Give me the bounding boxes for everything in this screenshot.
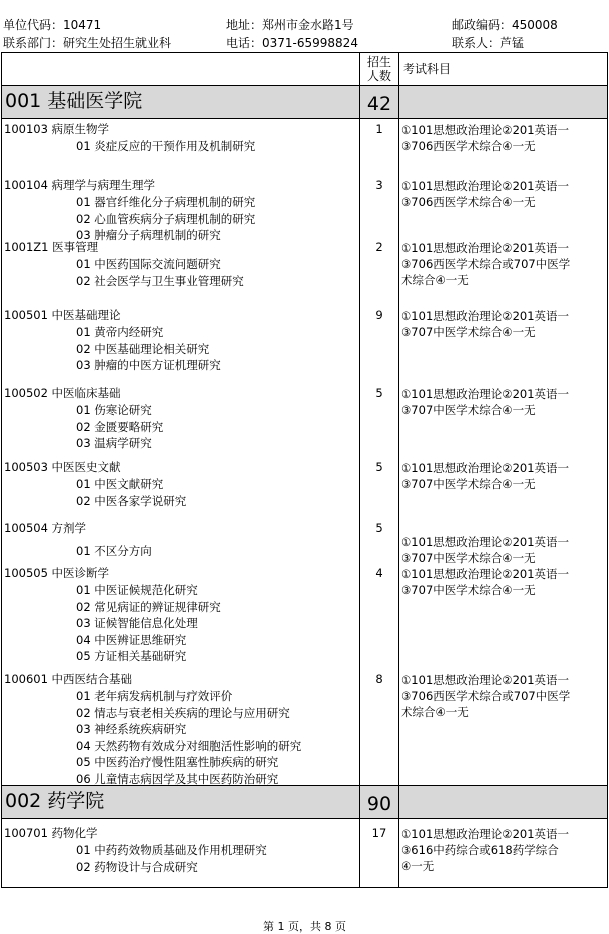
contact-person: 联系人：芦锰 bbox=[452, 36, 525, 50]
column-header-count: 招生 人数 bbox=[366, 55, 391, 83]
enrollment-count: 8 bbox=[375, 672, 383, 686]
major-name: 100505 中医诊断学 bbox=[4, 566, 110, 580]
enrollment-count: 2 bbox=[375, 240, 383, 254]
row-divider bbox=[2, 818, 607, 819]
admissions-table bbox=[1, 52, 608, 888]
research-direction: 01 黄帝内经研究 bbox=[76, 325, 164, 339]
school-name: 001 基础医学院 bbox=[5, 90, 143, 112]
research-direction: 01 中医药国际交流问题研究 bbox=[76, 257, 221, 271]
school-row-002 bbox=[2, 785, 607, 818]
major-name: 100504 方剂学 bbox=[4, 521, 87, 535]
research-direction: 01 伤寒论研究 bbox=[76, 403, 152, 417]
phone: 电话：0371-65998824 bbox=[226, 36, 358, 50]
unit-code: 单位代码：10471 bbox=[3, 18, 102, 32]
research-direction: 03 肿瘤的中医方证机理研究 bbox=[76, 358, 221, 372]
research-direction: 03 神经系统疾病研究 bbox=[76, 722, 187, 736]
enrollment-count: 3 bbox=[375, 178, 383, 192]
address: 地址：郑州市金水路1号 bbox=[226, 18, 354, 32]
exam-subjects: ①101思想政治理论②201英语一 ③706西医学术综合④一无 bbox=[401, 123, 570, 153]
major-name: 100501 中医基础理论 bbox=[4, 308, 121, 322]
research-direction: 04 天然药物有效成分对细胞活性影响的研究 bbox=[76, 738, 302, 753]
major-name: 100601 中西医结合基础 bbox=[4, 672, 133, 686]
row-divider bbox=[2, 118, 607, 119]
exam-subjects: ①101思想政治理论②201英语一 ③707中医学术综合④一无 bbox=[401, 535, 570, 565]
exam-subjects: ①101思想政治理论②201英语一 ③706西医学术综合④一无 bbox=[401, 179, 570, 209]
research-direction: 02 中医基础理论相关研究 bbox=[76, 341, 210, 356]
research-direction: 01 中药药效物质基础及作用机理研究 bbox=[76, 843, 267, 857]
research-direction: 03 证候智能信息化处理 bbox=[76, 616, 198, 630]
exam-subjects: ①101思想政治理论②201英语一 ③706西医学术综合或707中医学 术综合④一无 bbox=[401, 673, 571, 719]
enrollment-count: 4 bbox=[375, 566, 383, 580]
postcode: 邮政编码：450008 bbox=[452, 18, 558, 32]
school-count: 90 bbox=[366, 793, 392, 815]
enrollment-count: 5 bbox=[375, 521, 383, 535]
research-direction: 05 方证相关基础研究 bbox=[76, 649, 187, 663]
research-direction: 04 中医辨证思维研究 bbox=[76, 632, 187, 647]
enrollment-count: 17 bbox=[371, 826, 387, 840]
exam-subjects: ①101思想政治理论②201英语一 ③707中医学术综合④一无 bbox=[401, 309, 570, 339]
exam-subjects: ①101思想政治理论②201英语一 ③707中医学术综合④一无 bbox=[401, 567, 570, 597]
exam-subjects: ①101思想政治理论②201英语一 ③616中药综合或618药学综合 ④一无 bbox=[401, 827, 570, 873]
enrollment-count: 5 bbox=[375, 460, 383, 474]
exam-subjects: ①101思想政治理论②201英语一 ③707中医学术综合④一无 bbox=[401, 387, 570, 417]
research-direction: 01 中医证候规范化研究 bbox=[76, 583, 198, 597]
research-direction: 01 炎症反应的干预作用及机制研究 bbox=[76, 139, 256, 153]
major-name: 100503 中医医史文献 bbox=[4, 460, 121, 474]
research-direction: 01 不区分方向 bbox=[76, 544, 152, 558]
research-direction: 02 社会医学与卫生事业管理研究 bbox=[76, 273, 244, 288]
research-direction: 02 心血管疾病分子病理机制的研究 bbox=[76, 211, 256, 226]
column-header-subjects: 考试科目 bbox=[403, 62, 452, 76]
research-direction: 02 常见病证的辨证规律研究 bbox=[76, 599, 221, 614]
enrollment-count: 9 bbox=[375, 308, 383, 322]
major-name: 100502 中医临床基础 bbox=[4, 386, 121, 400]
research-direction: 06 儿童情志病因学及其中医药防治研究 bbox=[76, 771, 279, 786]
major-name: 100701 药物化学 bbox=[4, 826, 98, 840]
exam-subjects: ①101思想政治理论②201英语一 ③706西医学术综合或707中医学 术综合④一无 bbox=[401, 241, 571, 287]
research-direction: 02 药物设计与合成研究 bbox=[76, 859, 198, 874]
enrollment-count: 1 bbox=[375, 122, 383, 136]
major-name: 100103 病原生物学 bbox=[4, 122, 110, 136]
major-name: 100104 病理学与病理生理学 bbox=[4, 178, 156, 192]
research-direction: 01 中医文献研究 bbox=[76, 477, 164, 491]
row-divider bbox=[2, 85, 607, 86]
research-direction: 02 金匮要略研究 bbox=[76, 419, 164, 434]
column-divider bbox=[398, 53, 399, 887]
research-direction: 01 老年病发病机制与疗效评价 bbox=[76, 689, 233, 703]
major-name: 1001Z1 医事管理 bbox=[4, 240, 99, 254]
research-direction: 03 温病学研究 bbox=[76, 436, 152, 450]
research-direction: 01 器官纤维化分子病理机制的研究 bbox=[76, 195, 256, 209]
research-direction: 03 肿瘤分子病理机制的研究 bbox=[76, 228, 221, 242]
contact-department: 联系部门：研究生处招生就业科 bbox=[3, 36, 172, 50]
page-footer: 第 1 页，共 8 页 bbox=[263, 920, 346, 933]
school-name: 002 药学院 bbox=[5, 790, 105, 812]
research-direction: 02 中医各家学说研究 bbox=[76, 493, 187, 508]
research-direction: 05 中医药治疗慢性阻塞性肺疾病的研究 bbox=[76, 755, 279, 769]
exam-subjects: ①101思想政治理论②201英语一 ③707中医学术综合④一无 bbox=[401, 461, 570, 491]
enrollment-count: 5 bbox=[375, 386, 383, 400]
research-direction: 02 情志与衰老相关疾病的理论与应用研究 bbox=[76, 705, 290, 720]
school-row-001 bbox=[2, 85, 607, 118]
school-count: 42 bbox=[366, 93, 392, 115]
